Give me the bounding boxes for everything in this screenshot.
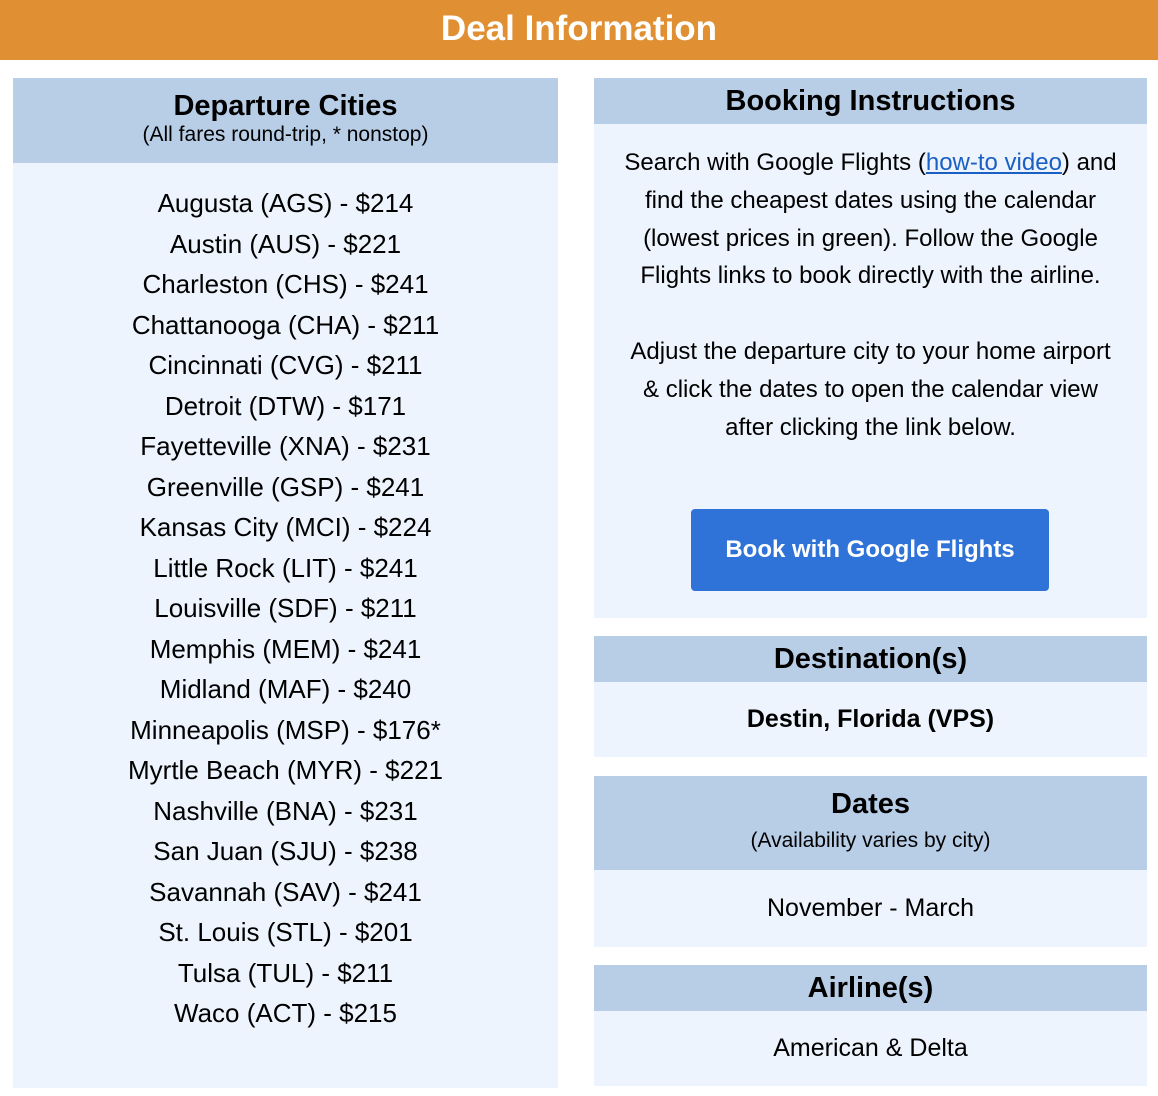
departure-city-item: San Juan (SJU) - $238	[153, 836, 418, 866]
booking-instructions-header	[594, 78, 1147, 124]
departure-city-item: Memphis (MEM) - $241	[149, 633, 422, 664]
booking-paragraph-2: Adjust the departure city to your home airport & click the dates to open the calendar view after clicking the link below.	[630, 337, 1111, 441]
booking-text-after-link: ) and find the cheapest dates using the calendar (lowest prices in green). Follow the Google Flights links to book directly with the airline.	[640, 149, 1117, 290]
destination-header	[594, 636, 1147, 682]
departure-city-item: Charleston (CHS) - $241	[142, 269, 429, 299]
dates-title: Dates	[831, 788, 910, 820]
airlines-value: American & Delta	[773, 1034, 968, 1062]
dates-subtitle: (Availability varies by city)	[750, 829, 991, 852]
departure-city-item: Chattanooga (CHA) - $211	[131, 309, 440, 340]
departure-cities-subtitle: (All fares round-trip, * nonstop)	[142, 123, 429, 146]
departure-city-item: Savannah (SAV) - $241	[149, 876, 422, 907]
dates-panel	[594, 776, 1147, 947]
departure-city-item: Tulsa (TUL) - $211	[177, 957, 394, 988]
departure-city-item: Kansas City (MCI) - $224	[139, 512, 432, 542]
departure-city-item: Louisville (SDF) - $211	[154, 593, 417, 623]
departure-city-item: Little Rock (LIT) - $241	[153, 552, 418, 583]
how-to-video-link[interactable]: how-to video	[925, 149, 1062, 176]
booking-instructions-body	[594, 124, 1147, 446]
departure-city-item: St. Louis (STL) - $201	[158, 917, 413, 947]
departure-city-item: Fayetteville (XNA) - $231	[140, 431, 431, 461]
booking-text-before-link: Search with Google Flights (	[624, 149, 926, 176]
airlines-title: Airline(s)	[807, 972, 934, 1004]
dates-header	[594, 776, 1147, 870]
dates-value: November - March	[767, 894, 974, 922]
departure-city-item: Myrtle Beach (MYR) - $221	[128, 755, 443, 785]
departure-cities-panel	[13, 78, 558, 1088]
departure-city-item: Midland (MAF) - $240	[159, 674, 412, 704]
departure-city-list	[13, 163, 558, 1034]
departure-cities-header	[13, 78, 558, 163]
airlines-panel	[594, 965, 1147, 1086]
deal-information-banner: Deal Information	[0, 0, 1158, 60]
destination-title: Destination(s)	[773, 643, 968, 675]
departure-city-item: Minneapolis (MSP) - $176*	[130, 714, 441, 745]
departure-city-item: Greenville (GSP) - $241	[146, 471, 425, 502]
departure-cities-title: Departure Cities	[173, 90, 398, 122]
booking-paragraph-1	[624, 144, 1117, 295]
departure-city-item: Detroit (DTW) - $171	[164, 390, 407, 421]
departure-city-item: Augusta (AGS) - $214	[157, 188, 414, 218]
departure-city-item: Nashville (BNA) - $231	[153, 795, 418, 826]
departure-city-item: Austin (AUS) - $221	[169, 228, 402, 259]
destination-value: Destin, Florida (VPS)	[746, 705, 995, 733]
booking-instructions-title: Booking Instructions	[725, 85, 1016, 117]
airlines-header	[594, 965, 1147, 1011]
departure-city-item: Cincinnati (CVG) - $211	[148, 350, 423, 380]
book-with-google-flights-button[interactable]: Book with Google Flights	[691, 509, 1049, 591]
booking-instructions-panel	[594, 78, 1147, 618]
destination-panel	[594, 636, 1147, 757]
departure-city-item: Waco (ACT) - $215	[174, 998, 397, 1028]
